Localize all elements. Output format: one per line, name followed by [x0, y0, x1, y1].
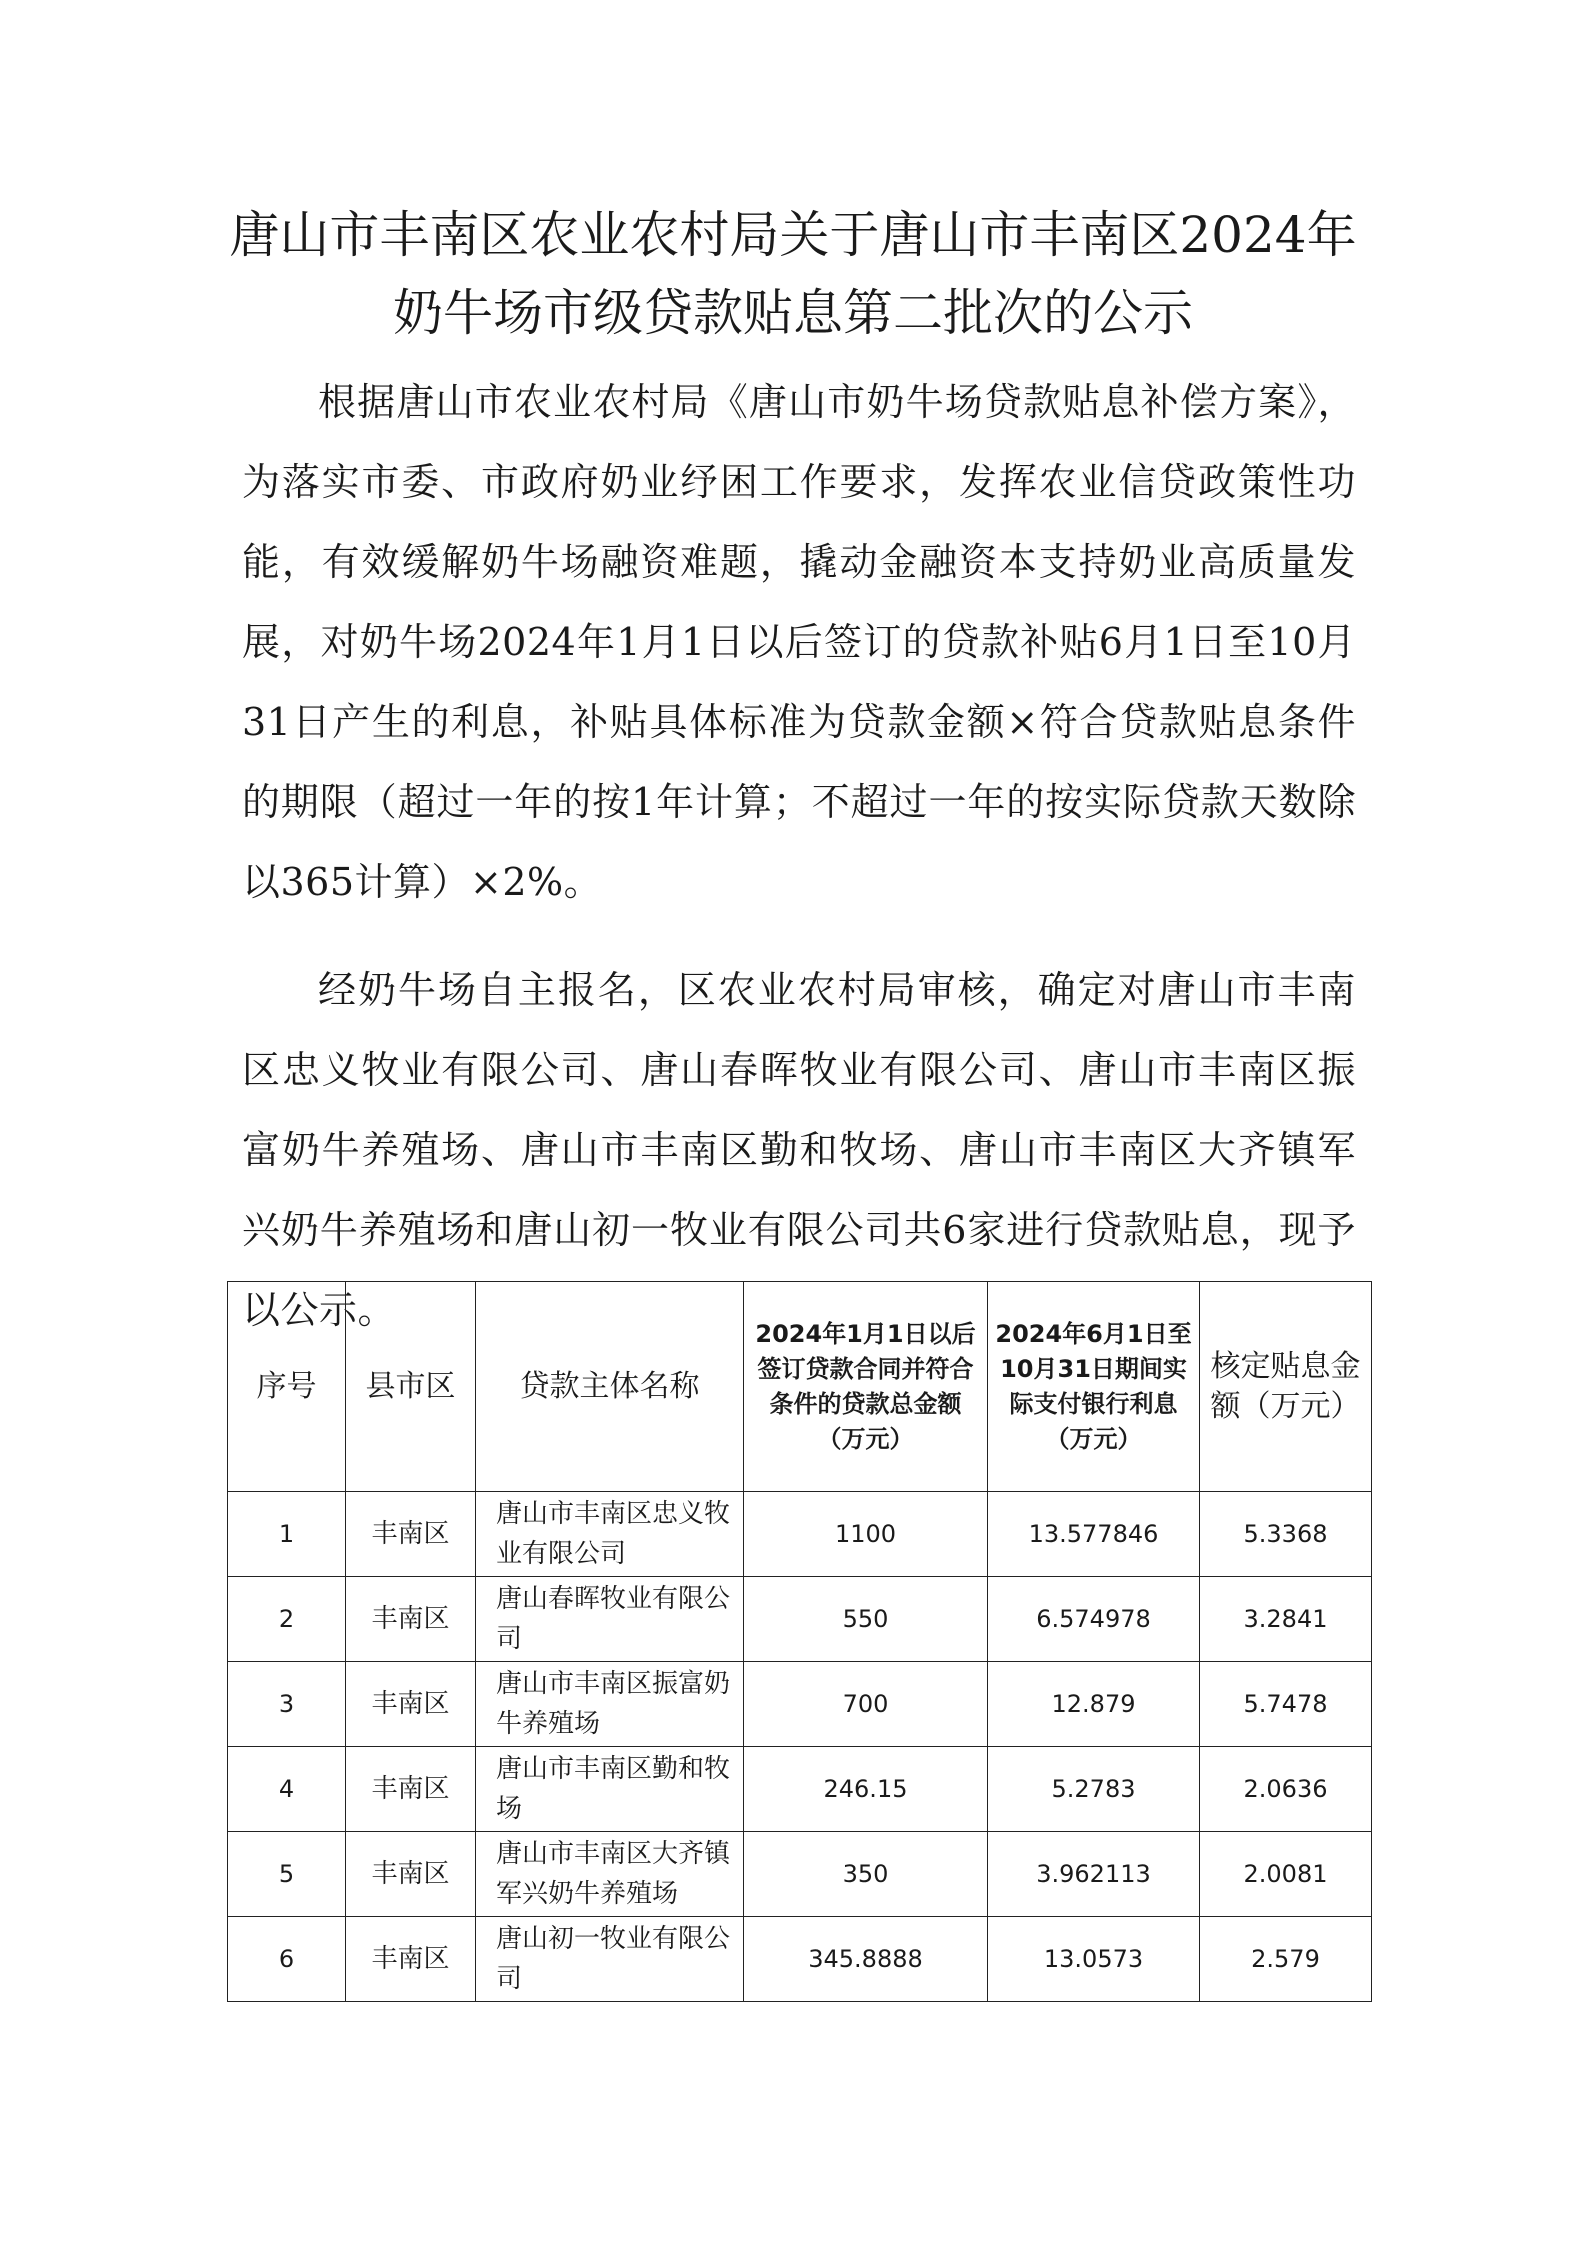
header-borrower: 贷款主体名称 [476, 1282, 744, 1492]
cell-loan-total: 246.15 [744, 1747, 988, 1832]
cell-index: 5 [228, 1832, 346, 1917]
title-line-1: 唐山市丰南区农业农村局关于唐山市丰南区2024年 [229, 206, 1357, 264]
header-index: 序号 [228, 1282, 346, 1492]
cell-interest-paid: 5.2783 [988, 1747, 1200, 1832]
cell-index: 1 [228, 1492, 346, 1577]
paragraph-subsidy-standard: 根据唐山市农业农村局《唐山市奶牛场贷款贴息补偿方案》，为落实市委、市政府奶业纾困工作要求，发挥农业信贷政策性功能，有效缓解奶牛场融资难题，撬动金融资本支持奶业高质量发展，对奶牛场2024年1月1日以后签订的贷款补贴6月1日至10月31日产生的利息，补贴具体标准为贷款金额×符合贷款贴息条件的期限（超过一年的按1年计算；不超过一年的按实际贷款天数除以365计算）×2%。 [242, 380, 1356, 904]
header-loan-total: 2024年1月1日以后签订贷款合同并符合条件的贷款总金额（万元） [744, 1282, 988, 1492]
cell-loan-total: 350 [744, 1832, 988, 1917]
cell-district: 丰南区 [346, 1662, 476, 1747]
table-row [228, 1747, 1372, 1832]
cell-borrower: 唐山市丰南区大齐镇军兴奶牛养殖场 [476, 1832, 744, 1917]
subsidy-table [227, 1281, 1372, 2002]
cell-approved-subsidy: 2.0081 [1200, 1832, 1372, 1917]
title-line-2: 奶牛场市级贷款贴息第二批次的公示 [393, 284, 1193, 342]
header-row [228, 1282, 1372, 1492]
cell-index: 3 [228, 1662, 346, 1747]
document-title [200, 196, 1386, 352]
table-body [228, 1492, 1372, 2002]
table-row [228, 1917, 1372, 2002]
cell-district: 丰南区 [346, 1492, 476, 1577]
cell-approved-subsidy: 2.579 [1200, 1917, 1372, 2002]
table-header [228, 1282, 1372, 1492]
cell-interest-paid: 3.962113 [988, 1832, 1200, 1917]
paragraph-review-result: 经奶牛场自主报名，区农业农村局审核，确定对唐山市丰南区忠义牧业有限公司、唐山春晖牧业有限公司、唐山市丰南区振富奶牛养殖场、唐山市丰南区勤和牧场、唐山市丰南区大齐镇军兴奶牛养殖场和唐山初一牧业有限公司共6家进行贷款贴息，现予以公示。 [242, 968, 1356, 1332]
cell-interest-paid: 12.879 [988, 1662, 1200, 1747]
cell-district: 丰南区 [346, 1917, 476, 2002]
cell-approved-subsidy: 5.7478 [1200, 1662, 1372, 1747]
cell-district: 丰南区 [346, 1832, 476, 1917]
cell-interest-paid: 13.577846 [988, 1492, 1200, 1577]
cell-index: 2 [228, 1577, 346, 1662]
cell-loan-total: 345.8888 [744, 1917, 988, 2002]
table-row [228, 1832, 1372, 1917]
cell-approved-subsidy: 3.2841 [1200, 1577, 1372, 1662]
cell-district: 丰南区 [346, 1577, 476, 1662]
cell-district: 丰南区 [346, 1747, 476, 1832]
table-row [228, 1577, 1372, 1662]
cell-borrower: 唐山市丰南区勤和牧场 [476, 1747, 744, 1832]
table-row [228, 1492, 1372, 1577]
header-approved-subsidy: 核定贴息金额（万元） [1200, 1282, 1372, 1492]
cell-borrower: 唐山初一牧业有限公司 [476, 1917, 744, 2002]
cell-index: 6 [228, 1917, 346, 2002]
cell-index: 4 [228, 1747, 346, 1832]
cell-borrower: 唐山春晖牧业有限公司 [476, 1577, 744, 1662]
cell-interest-paid: 6.574978 [988, 1577, 1200, 1662]
table-row [228, 1662, 1372, 1747]
header-district: 县市区 [346, 1282, 476, 1492]
cell-loan-total: 700 [744, 1662, 988, 1747]
cell-approved-subsidy: 5.3368 [1200, 1492, 1372, 1577]
cell-borrower: 唐山市丰南区忠义牧业有限公司 [476, 1492, 744, 1577]
cell-interest-paid: 13.0573 [988, 1917, 1200, 2002]
cell-borrower: 唐山市丰南区振富奶牛养殖场 [476, 1662, 744, 1747]
cell-loan-total: 1100 [744, 1492, 988, 1577]
cell-approved-subsidy: 2.0636 [1200, 1747, 1372, 1832]
header-interest-paid: 2024年6月1日至10月31日期间实际支付银行利息（万元） [988, 1282, 1200, 1492]
cell-loan-total: 550 [744, 1577, 988, 1662]
